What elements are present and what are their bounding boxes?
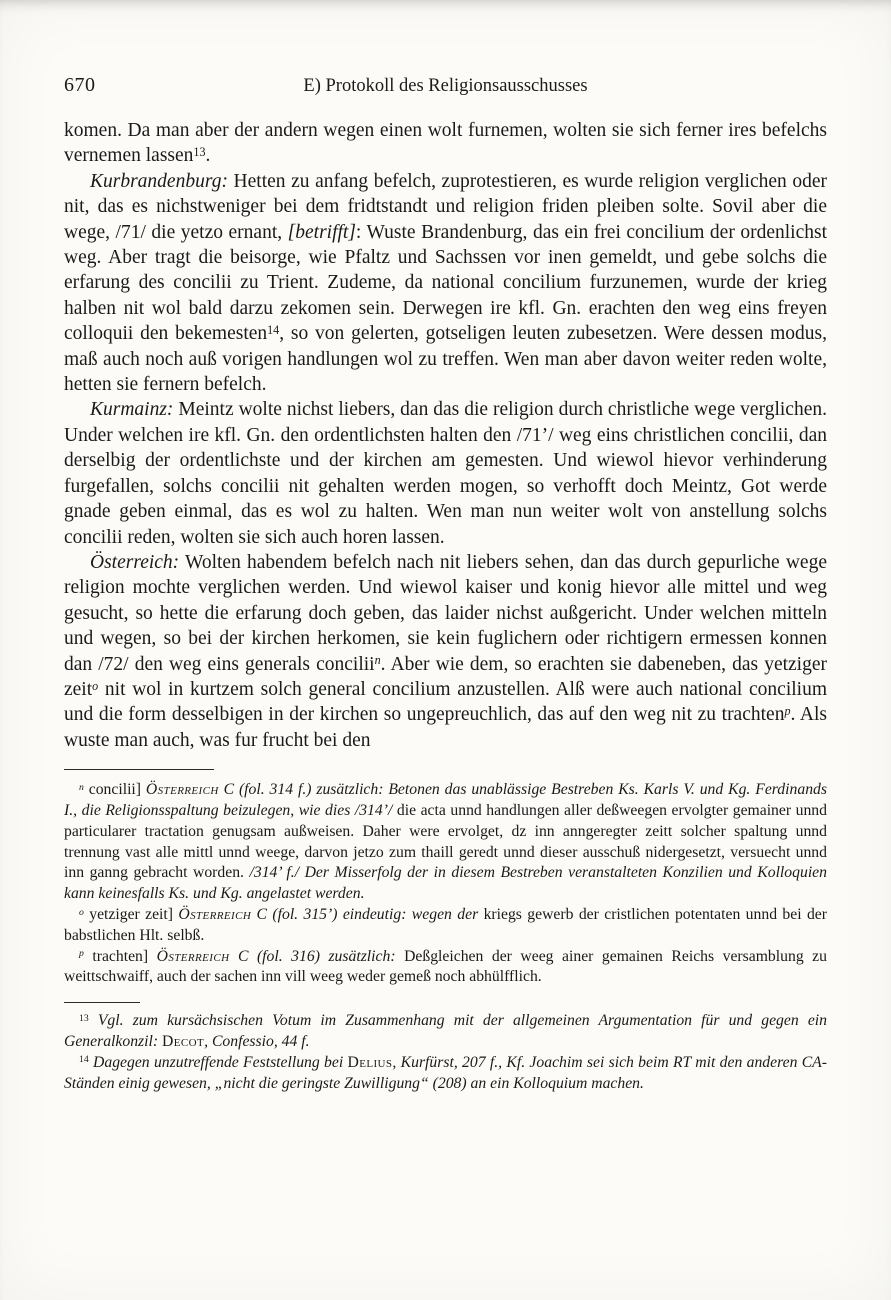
body-paragraph-kurbrandenburg: Kurbrandenburg: Hetten zu anfang befelch, zuprotestieren, es wurde religion verglichen oder nit, das es nichstweniger bei dem fridtstandt und religion friden pleiben solte. Sovil aber die wege, /71/ die yetzo ernant, [betrifft]: Wuste Brandenburg, das ein frei concilium der ordenlichst weg. Aber tragt die beisorge, wie Pfaltz und Sachssen vor inen gemeldt, und gebe solchs die erfarung des concilii zu Trient. Zudeme, da national concilium furzunemen, wurde der krieg halben nit wol bald darzu zekomen sein. Derwegen ire kfl. Gn. erachten den weg eins freyen colloquii den bekemesten$^{14}$, so von gelerten, gotseligen leuten zubesetzen. Were dessen modus, maß auch noch auß vorigen handlungen wol zu treffen. Wen man aber davon weiter reden wolte, hetten sie fernern befelch. <box>64 170 827 396</box>
page-header <box>64 72 827 104</box>
footnote-13: $^{13}$ Vgl. zum kursächsischen Votum im Zusammenhang mit der allgemeinen Argumentation für und gegen ein Generalkonzil: Decot, Confessio, 44 f. <box>64 1012 827 1050</box>
body-paragraph-continuation: komen. Da man aber der andern wegen einen wolt furnemen, wolten sie sich ferner ires befelchs vernemen lassen$^{13}$. <box>64 120 827 167</box>
footnote-14: $^{14}$ Dagegen unzutreffende Feststellung bei Delius, Kurfürst, 207 f., Kf. Joachim sei sich beim RT mit den anderen CA-Ständen einig gewesen, „nicht die geringste Zuwilligung“ (208) an ein Kolloquium machen. <box>64 1053 827 1092</box>
apparatus-separator-rule <box>64 769 214 770</box>
body-paragraph-kurmainz: Kurmainz: Meintz wolte nichst liebers, dan das die religion durch christliche wege verglichen. Under welchen ire kfl. Gn. den ordentlichsten halten den /71’/ weg eins christlichen concilii, dan derselbig der ordentlichste und der kirchen am gemesten. Und wiewol hievor verhinderung furgefallen, solchs concilii nit gehalten werden mogen, so verhofft doch Meintz, Got werde gnade geben einmal, das es wol zu halten. Wen man nun weiter wolt von anstellung solchs concilii reden, wolten sie sich auch horen lassen. <box>64 399 827 548</box>
apparatus-note-p: $^p$ trachten] Österreich C (fol. 316) zusätzlich: Deßgleichen der weeg ainer gemainen Reichs versamblung zu weittschwaiff, auch der sachen inn vill weeg weder gemeß noch abhülfflich. <box>64 947 827 986</box>
apparatus-notes <box>64 780 827 988</box>
apparatus-note-n: $^n$ concilii] Österreich C (fol. 314 f.) zusätzlich: Betonen das unablässige Bestreben Ks. Karls V. und Kg. Ferdinands I., die Religionsspaltung beizulegen, wie dies /314’/ die acta unnd handlungen aller deßweegen ervolgter gemainer unnd particularer tractation genugsam außweisen. Daher were ervolget, dz inn anngeregter zeitt solcher spaltung unnd trennung vast alle mittl unnd weege, darvon jetzo zum thaill geredt unnd dieser ausschuß nidergesetzt, versuecht unnd inn ganng gebracht worden. /314’ f./ Der Misserfolg der in diesem Bestreben veranstalteten Konzilien und Kolloquien kann keinesfalls Ks. und Kg. angelastet werden. <box>64 781 827 903</box>
body-paragraph-oesterreich: Österreich: Wolten habendem befelch nach nit liebers sehen, dan das durch gepurliche wege religion mochte verglichen werden. Und wiewol kaiser und konig hievor alle mittel und weg gesucht, so hette die erfarung doch geben, das laider nichst außgericht. Under welchen mitteln und wegen, so bei der kirchen herkomen, sie kein fuglichern oder richtigern ermessen konnen dan /72/ den weg eins generals concilii$^n$. Aber wie dem, so erachten sie dabeneben, das yetziger zeit$^o$ nit wol in kurtzem solch general concilium anzustellen. Alß were auch national concilium und die form desselbigen in der kirchen so ungepreuchlich, das auf den weg nit zu trachten$^p$. Als wuste man auch, was fur frucht bei den <box>64 551 828 751</box>
footnotes <box>64 1011 827 1094</box>
main-text <box>64 118 827 753</box>
running-head: E) Protokoll des Religionsausschusses <box>303 76 588 96</box>
apparatus-note-o: $^o$ yetziger zeit] Österreich C (fol. 315’) eindeutig: wegen der kriegs gewerb der cristlichen potentaten unnd bei der babstlichen Hlt. selbß. <box>64 905 827 944</box>
footnote-separator-rule <box>64 1002 140 1003</box>
page-number: 670 <box>64 74 96 96</box>
